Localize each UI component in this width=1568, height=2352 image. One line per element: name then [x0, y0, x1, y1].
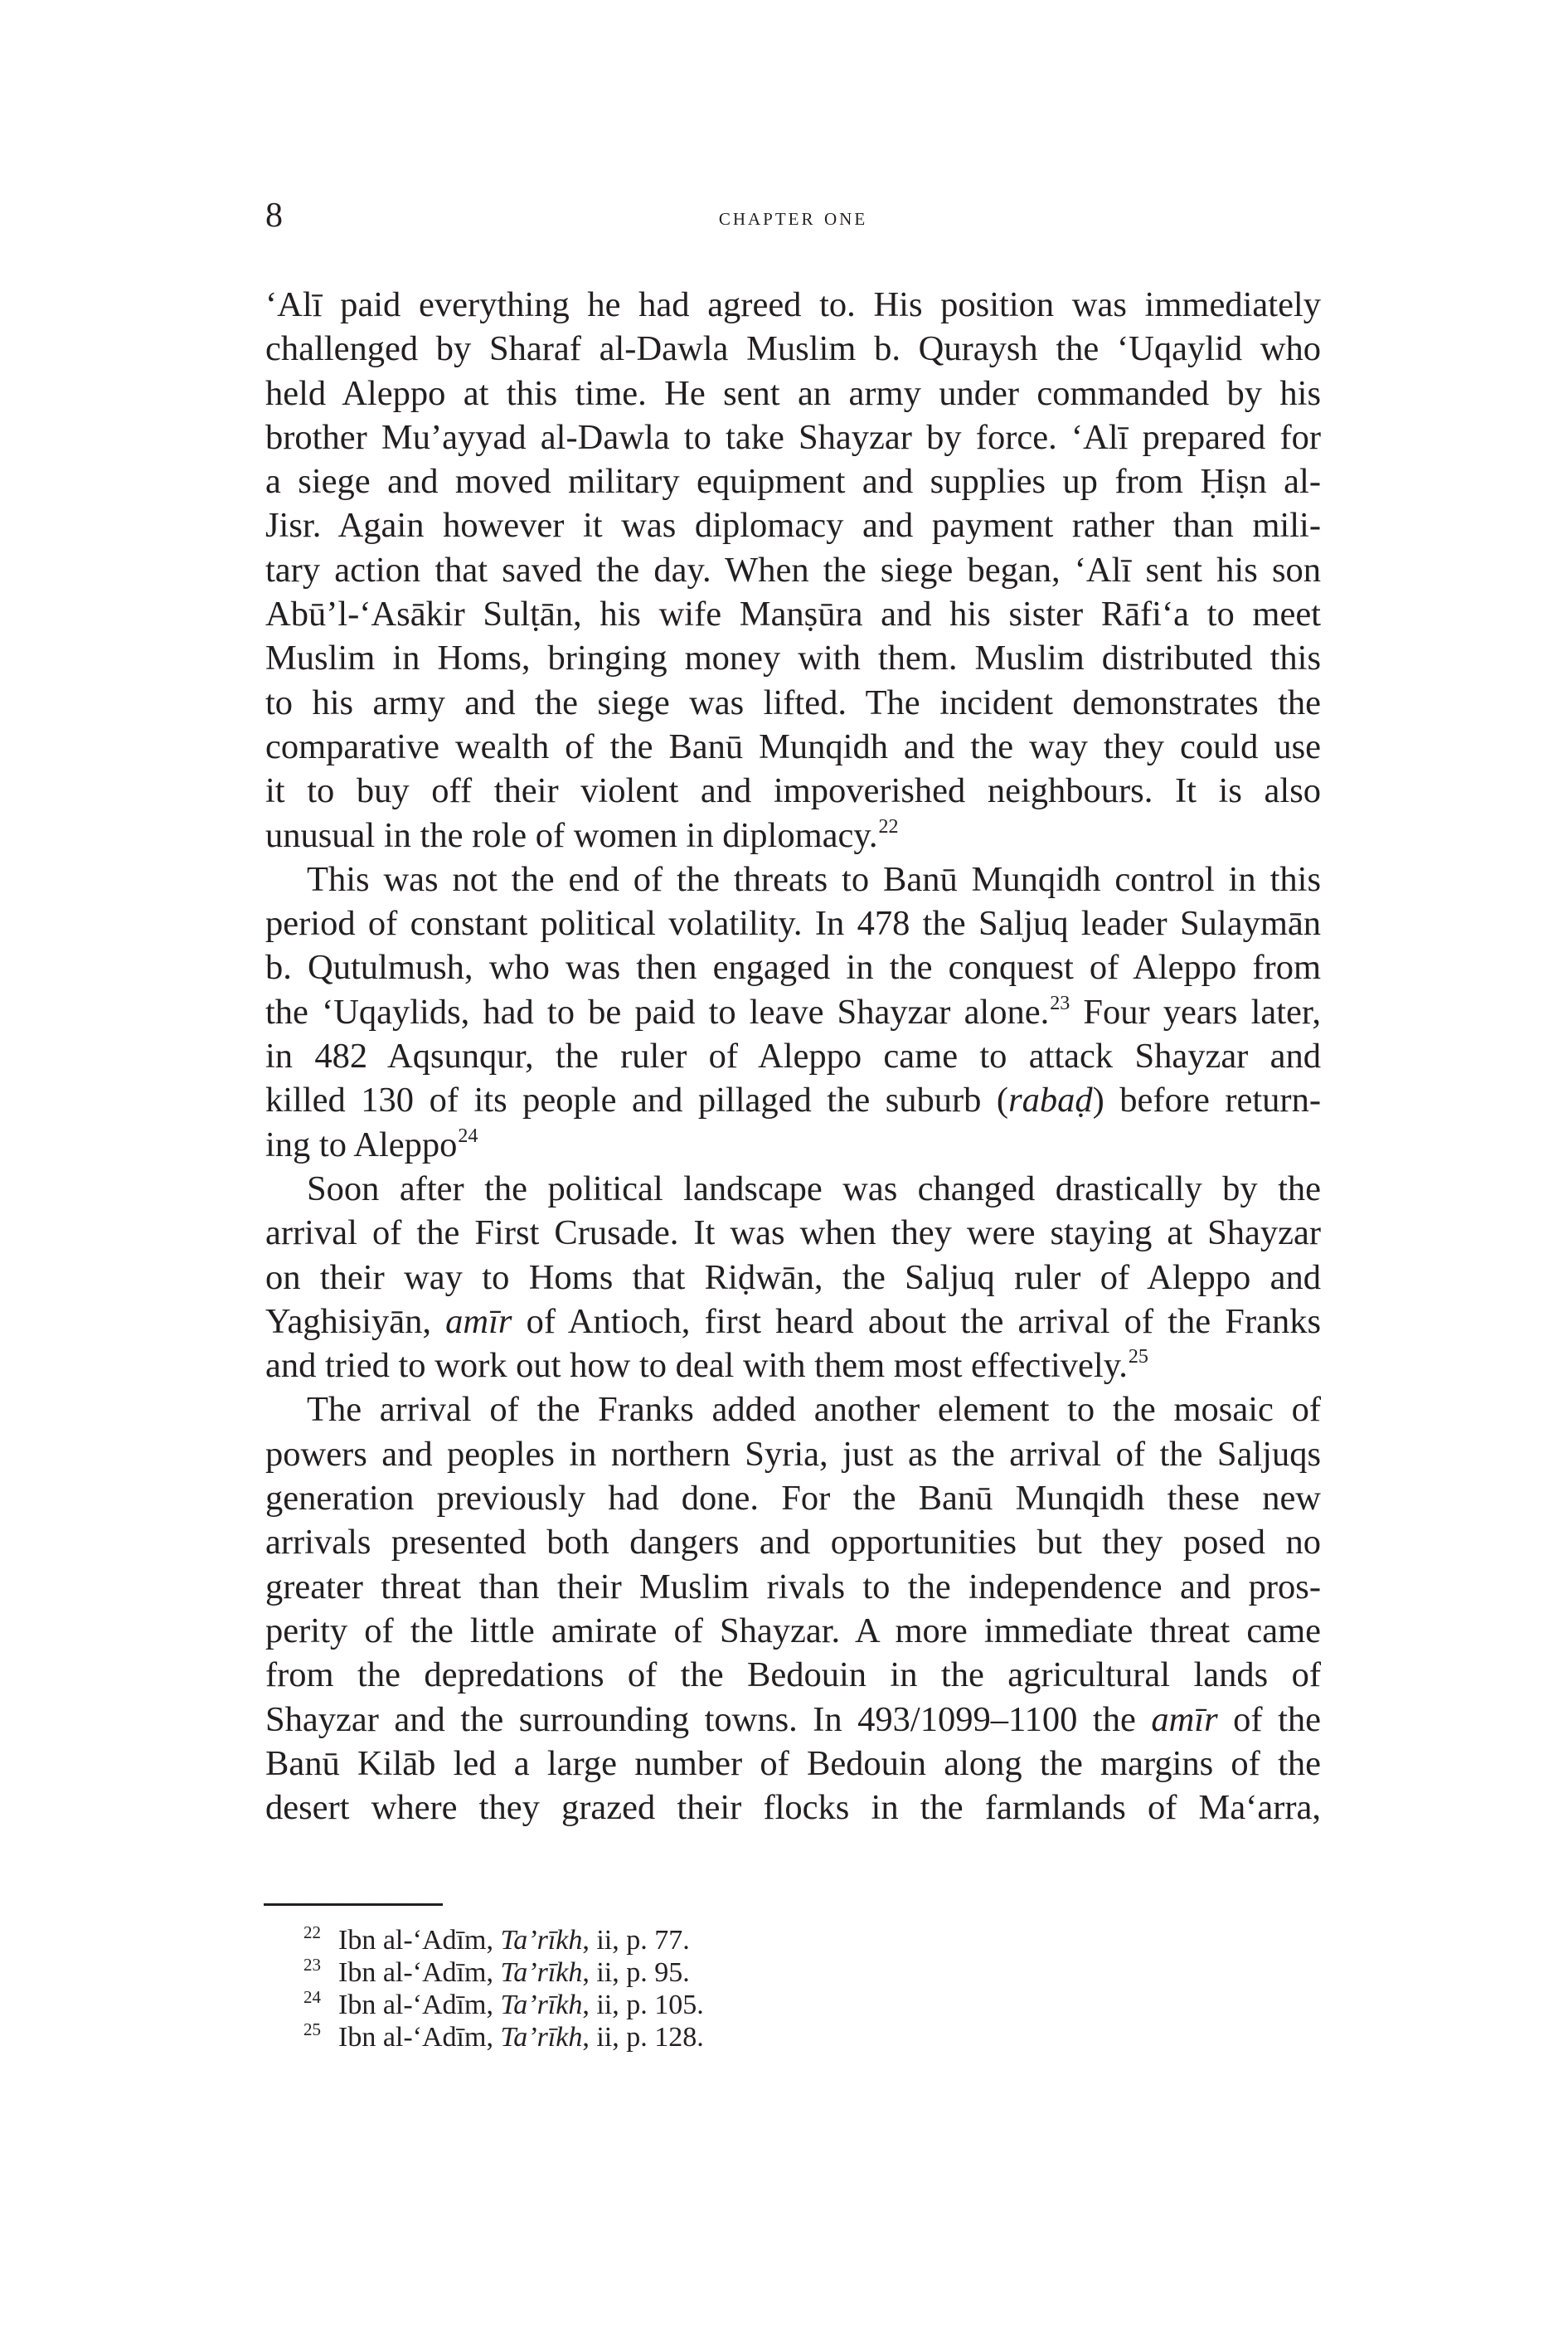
text-line: The arrival of the Franks added another element to the mosaic of [307, 1390, 1321, 1430]
text-line [265, 1698, 1321, 1742]
body-text [265, 283, 1321, 1830]
page-number: 8 [265, 197, 283, 235]
text-segment: ) before return- [1092, 1081, 1321, 1120]
footnote-25: 25 Ibn al-‘Adīm, Ta’rīkh, ii, p. 128. [303, 2019, 704, 2053]
text-segment: killed 130 of its people and pillaged the suburb ( [265, 1081, 1009, 1120]
text-line: Banū Kilāb led a large number of Bedouin along the margins of the [265, 1743, 1321, 1783]
text-line: comparative wealth of the Banū Munqidh and the way they could use [265, 726, 1321, 766]
text-segment: ing to Aleppo [265, 1125, 458, 1164]
text-segment: of Antioch, first heard about the arrival of the Franks [512, 1301, 1322, 1341]
text-line: in 482 Aqsunqur, the ruler of Aleppo came to attack Shayzar and [265, 1037, 1321, 1076]
footnote-title: Ta’rīkh [500, 1925, 583, 1956]
text-line: perity of the little amirate of Shayzar. A more immediate threat came [265, 1611, 1321, 1650]
text-line: Jisr. Again however it was diplomacy and payment rather than mili- [265, 506, 1321, 546]
text-line [265, 814, 1321, 858]
footnotes [303, 1924, 1299, 2053]
footnote-22: 22 Ibn al-‘Adīm, Ta’rīkh, ii, p. 77. [303, 1922, 690, 1956]
footnote-title: Ta’rīkh [500, 1990, 583, 2020]
paragraph-4 [265, 1387, 1321, 1830]
text-line: Muslim in Homs, bringing money with them. Muslim distributed this [265, 639, 1321, 678]
text-line: a siege and moved military equipment and supplies up from Ḥiṣn al- [265, 462, 1321, 502]
text-segment: unusual in the role of women in diplomacy. [265, 815, 878, 855]
text-line: from the depredations of the Bedouin in the agricultural lands of [265, 1655, 1321, 1695]
paragraph-1 [265, 283, 1321, 858]
text-line: desert where they grazed their flocks in the farmlands of Ma‘arra, [265, 1788, 1321, 1828]
running-head [265, 196, 1321, 237]
text-line [265, 1300, 1321, 1344]
footnote-locator: , ii, p. 95. [582, 1957, 690, 1988]
text-line [265, 1078, 1321, 1122]
text-segment: and tried to work out how to deal with them most effectively. [265, 1346, 1128, 1386]
footnote-ref-22[interactable]: 22 [878, 815, 899, 838]
footnote-author: Ibn al-‘Adīm, [338, 1990, 501, 2020]
text-line: greater threat than their Muslim rivals to the independence and pros- [265, 1567, 1321, 1606]
text-line: arrival of the First Crusade. It was when they were staying at Shayzar [265, 1213, 1321, 1253]
text-line: generation previously had done. For the Banū Munqidh these new [265, 1479, 1321, 1519]
paragraph-3 [265, 1167, 1321, 1387]
text-line [265, 1344, 1321, 1387]
text-segment: of the [1217, 1699, 1321, 1739]
footnote-locator: , ii, p. 128. [582, 2022, 704, 2053]
footnote-author: Ibn al-‘Adīm, [338, 2022, 501, 2053]
paragraph-2 [265, 858, 1321, 1167]
italic-term: amīr [1151, 1699, 1218, 1739]
text-line: ‘Alī paid everything he had agreed to. His position was immediately [265, 285, 1321, 324]
running-chapter-title: chapter one [718, 203, 868, 231]
footnote-locator: , ii, p. 77. [582, 1925, 690, 1956]
footnote-ref-23[interactable]: 23 [1050, 992, 1070, 1014]
italic-term: rabaḍ [1008, 1081, 1093, 1120]
text-line: Soon after the political landscape was changed drastically by the [307, 1169, 1321, 1208]
text-line: arrivals presented both dangers and opportunities but they posed no [265, 1523, 1321, 1562]
text-line: tary action that saved the day. When the siege began, ‘Alī sent his son [265, 550, 1321, 590]
text-segment: Four years later, [1070, 992, 1321, 1032]
italic-term: amīr [445, 1301, 512, 1341]
text-line [265, 1123, 1321, 1167]
text-line: Abū’l-‘Asākir Sulṭān, his wife Manṣūra and his sister Rāfi‘a to meet [265, 595, 1321, 634]
text-line: challenged by Sharaf al-Dawla Muslim b. Quraysh the ‘Uqaylid who [265, 329, 1321, 369]
footnote-ref-24[interactable]: 24 [458, 1125, 478, 1147]
text-line [265, 990, 1321, 1034]
text-line: on their way to Homs that Riḍwān, the Saljuq ruler of Aleppo and [265, 1257, 1321, 1297]
text-line: powers and peoples in northern Syria, just as the arrival of the Saljuqs [265, 1434, 1321, 1474]
text-segment: the ‘Uqaylids, had to be paid to leave Shayzar alone. [265, 992, 1050, 1032]
text-segment: Yaghisiyān, [265, 1301, 446, 1341]
text-line: brother Mu’ayyad al-Dawla to take Shayzar by force. ‘Alī prepared for [265, 417, 1321, 457]
footnote-title: Ta’rīkh [500, 1957, 583, 1988]
text-line: to his army and the siege was lifted. The incident demonstrates the [265, 683, 1321, 722]
text-line: held Aleppo at this time. He sent an army under commanded by his [265, 373, 1321, 413]
text-segment: Shayzar and the surrounding towns. In 493/1099–1100 the [265, 1699, 1152, 1739]
footnote-ref-25[interactable]: 25 [1128, 1346, 1148, 1368]
footnote-23: 23 Ibn al-‘Adīm, Ta’rīkh, ii, p. 95. [303, 1955, 690, 1988]
footnote-locator: , ii, p. 105. [582, 1990, 704, 2020]
footnote-separator-rule [264, 1903, 443, 1906]
footnote-title: Ta’rīkh [500, 2022, 583, 2053]
text-line: it to buy off their violent and impoverished neighbours. It is also [265, 771, 1321, 811]
text-line: period of constant political volatility. In 478 the Saljuq leader Sulaymān [265, 904, 1321, 944]
text-line: This was not the end of the threats to Banū Munqidh control in this [307, 859, 1321, 899]
footnote-author: Ibn al-‘Adīm, [338, 1925, 501, 1956]
footnote-24: 24 Ibn al-‘Adīm, Ta’rīkh, ii, p. 105. [303, 1987, 704, 2020]
text-line: b. Qutulmush, who was then engaged in the conquest of Aleppo from [265, 948, 1321, 988]
footnote-author: Ibn al-‘Adīm, [338, 1957, 501, 1988]
